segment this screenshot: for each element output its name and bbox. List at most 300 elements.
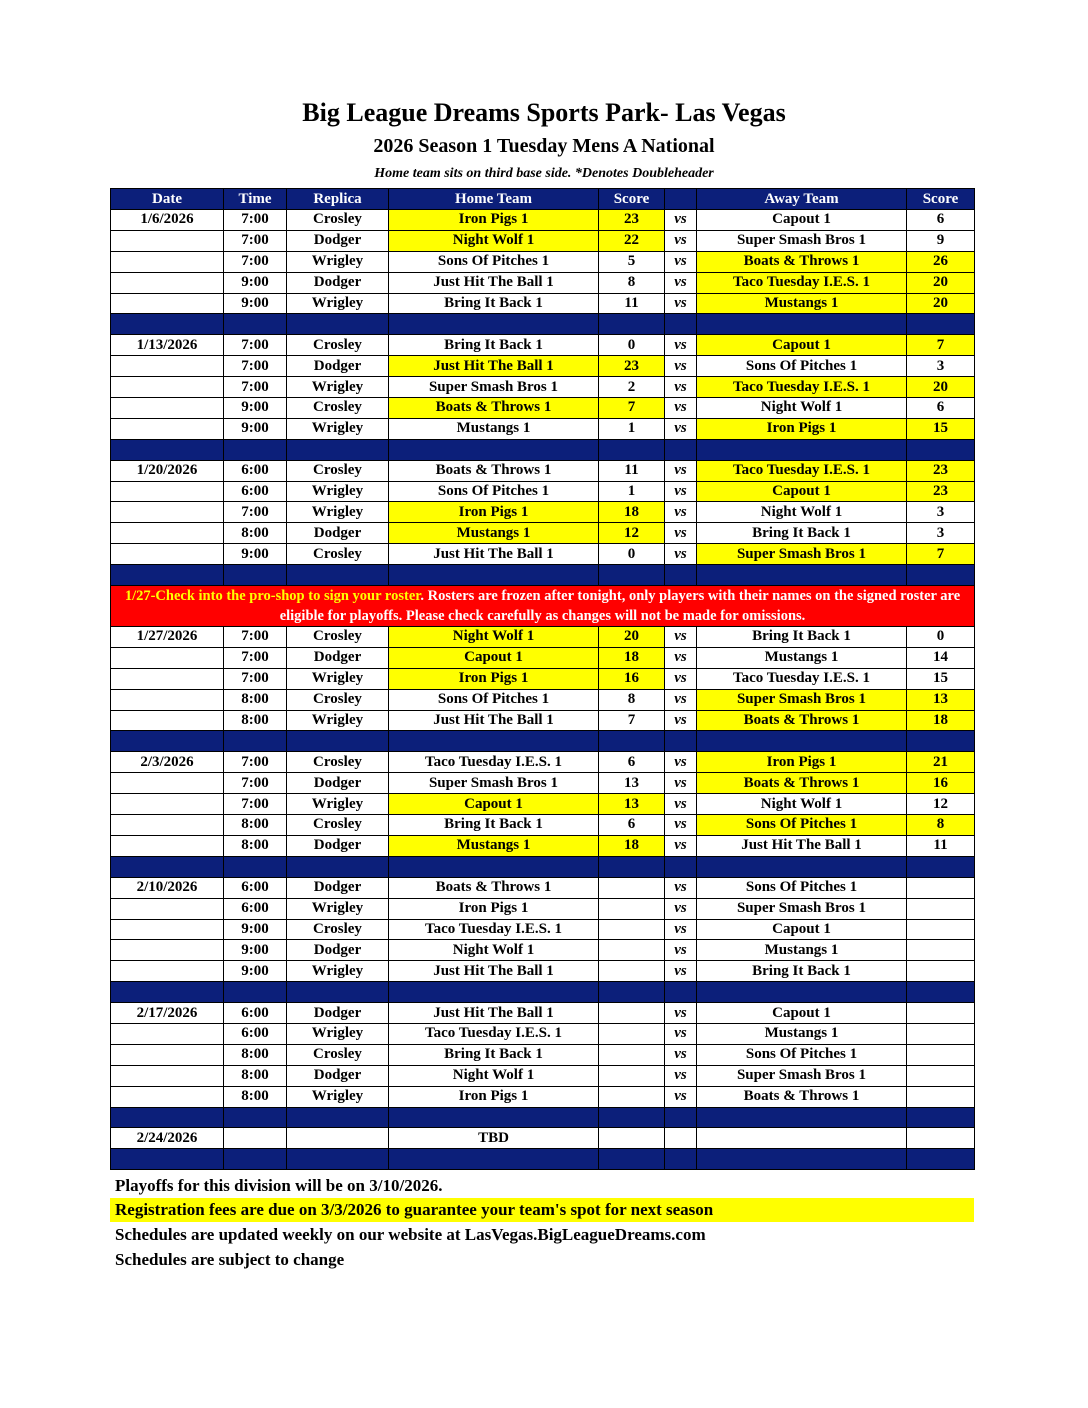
vs-label: vs — [665, 940, 697, 961]
home-score: 22 — [599, 230, 665, 251]
home-score — [599, 1128, 665, 1149]
table-row — [111, 356, 975, 377]
home-team: Bring It Back 1 — [389, 815, 599, 836]
separator-cell — [907, 1149, 975, 1170]
game-date — [111, 481, 224, 502]
week-separator — [111, 565, 975, 586]
game-time: 8:00 — [224, 1044, 287, 1065]
vs-label: vs — [665, 398, 697, 419]
game-field: Wrigley — [287, 668, 389, 689]
game-time: 7:00 — [224, 251, 287, 272]
week-separator — [111, 439, 975, 460]
separator-cell — [224, 1149, 287, 1170]
vs-label: vs — [665, 877, 697, 898]
home-score: 16 — [599, 668, 665, 689]
home-team: Iron Pigs 1 — [389, 502, 599, 523]
game-time: 9:00 — [224, 940, 287, 961]
vs-label: vs — [665, 460, 697, 481]
away-score: 23 — [907, 460, 975, 481]
separator-cell — [389, 982, 599, 1003]
vs-label: vs — [665, 1044, 697, 1065]
separator-cell — [697, 1149, 907, 1170]
separator-cell — [907, 1107, 975, 1128]
away-team: Bring It Back 1 — [697, 961, 907, 982]
game-date — [111, 898, 224, 919]
game-field: Crosley — [287, 1044, 389, 1065]
vs-label: vs — [665, 418, 697, 439]
away-team — [697, 1128, 907, 1149]
game-date — [111, 523, 224, 544]
home-score: 23 — [599, 210, 665, 231]
vs-label: vs — [665, 293, 697, 314]
home-team: Capout 1 — [389, 794, 599, 815]
away-team: Mustangs 1 — [697, 1023, 907, 1044]
game-time: 7:00 — [224, 752, 287, 773]
home-team: Iron Pigs 1 — [389, 898, 599, 919]
away-team: Taco Tuesday I.E.S. 1 — [697, 377, 907, 398]
game-field: Dodger — [287, 523, 389, 544]
table-row — [111, 773, 975, 794]
game-date — [111, 272, 224, 293]
game-time: 7:00 — [224, 668, 287, 689]
game-field: Dodger — [287, 877, 389, 898]
vs-label: vs — [665, 335, 697, 356]
home-team: Bring It Back 1 — [389, 1044, 599, 1065]
home-score: 13 — [599, 794, 665, 815]
away-score: 7 — [907, 544, 975, 565]
away-score: 20 — [907, 377, 975, 398]
table-row — [111, 710, 975, 731]
separator-cell — [665, 314, 697, 335]
away-team: Night Wolf 1 — [697, 794, 907, 815]
away-score: 26 — [907, 251, 975, 272]
game-date: 2/17/2026 — [111, 1003, 224, 1024]
separator-cell — [665, 565, 697, 586]
separator-cell — [907, 439, 975, 460]
home-team: Mustangs 1 — [389, 418, 599, 439]
vs-label: vs — [665, 544, 697, 565]
game-field: Wrigley — [287, 481, 389, 502]
separator-cell — [599, 1107, 665, 1128]
week-separator — [111, 1149, 975, 1170]
game-field: Crosley — [287, 919, 389, 940]
home-score: 18 — [599, 835, 665, 856]
home-score: 5 — [599, 251, 665, 272]
game-time: 8:00 — [224, 689, 287, 710]
game-date — [111, 710, 224, 731]
game-field: Crosley — [287, 689, 389, 710]
table-row — [111, 898, 975, 919]
away-team: Sons Of Pitches 1 — [697, 356, 907, 377]
game-time: 7:00 — [224, 210, 287, 231]
table-row — [111, 1128, 975, 1149]
game-field: Dodger — [287, 1003, 389, 1024]
col-away-team: Away Team — [697, 189, 907, 210]
away-team: Super Smash Bros 1 — [697, 230, 907, 251]
home-score: 1 — [599, 418, 665, 439]
table-row — [111, 335, 975, 356]
separator-cell — [907, 731, 975, 752]
game-field: Dodger — [287, 230, 389, 251]
home-team: Just Hit The Ball 1 — [389, 1003, 599, 1024]
game-field: Dodger — [287, 272, 389, 293]
separator-cell — [111, 565, 224, 586]
game-field: Wrigley — [287, 961, 389, 982]
home-score: 18 — [599, 502, 665, 523]
home-team: Just Hit The Ball 1 — [389, 710, 599, 731]
separator-cell — [697, 982, 907, 1003]
home-score: 7 — [599, 710, 665, 731]
away-score: 12 — [907, 794, 975, 815]
table-row — [111, 835, 975, 856]
home-team: Taco Tuesday I.E.S. 1 — [389, 919, 599, 940]
game-time: 6:00 — [224, 1023, 287, 1044]
table-row — [111, 1003, 975, 1024]
table-row — [111, 398, 975, 419]
game-time: 9:00 — [224, 418, 287, 439]
home-team: Iron Pigs 1 — [389, 210, 599, 231]
vs-label: vs — [665, 523, 697, 544]
vs-label: vs — [665, 377, 697, 398]
game-date — [111, 961, 224, 982]
separator-cell — [907, 982, 975, 1003]
game-time: 8:00 — [224, 815, 287, 836]
home-score — [599, 1003, 665, 1024]
separator-cell — [224, 731, 287, 752]
game-date: 1/13/2026 — [111, 335, 224, 356]
away-score: 3 — [907, 356, 975, 377]
game-time: 7:00 — [224, 356, 287, 377]
away-team: Mustangs 1 — [697, 940, 907, 961]
away-score: 7 — [907, 335, 975, 356]
home-score: 23 — [599, 356, 665, 377]
separator-cell — [907, 856, 975, 877]
col-vs — [665, 189, 697, 210]
separator-cell — [599, 982, 665, 1003]
game-field: Dodger — [287, 773, 389, 794]
separator-cell — [697, 731, 907, 752]
game-date — [111, 940, 224, 961]
game-date — [111, 1023, 224, 1044]
col-home-score: Score — [599, 189, 665, 210]
home-team: Boats & Throws 1 — [389, 877, 599, 898]
game-time: 6:00 — [224, 877, 287, 898]
page-subtitle: 2026 Season 1 Tuesday Mens A National — [373, 135, 715, 157]
vs-label: vs — [665, 251, 697, 272]
away-team: Taco Tuesday I.E.S. 1 — [697, 272, 907, 293]
game-field: Crosley — [287, 398, 389, 419]
game-date — [111, 418, 224, 439]
game-date — [111, 835, 224, 856]
home-team: Iron Pigs 1 — [389, 668, 599, 689]
separator-cell — [111, 1149, 224, 1170]
game-field: Wrigley — [287, 377, 389, 398]
game-time: 7:00 — [224, 377, 287, 398]
away-team: Capout 1 — [697, 210, 907, 231]
roster-notice-highlight: 1/27-Check into the pro-shop to sign your roster — [124, 588, 421, 605]
separator-cell — [111, 314, 224, 335]
home-team: Boats & Throws 1 — [389, 460, 599, 481]
separator-cell — [287, 439, 389, 460]
vs-label: vs — [665, 794, 697, 815]
week-separator — [111, 982, 975, 1003]
vs-label: vs — [665, 835, 697, 856]
separator-cell — [389, 565, 599, 586]
away-team: Capout 1 — [697, 1003, 907, 1024]
home-team: Night Wolf 1 — [389, 1065, 599, 1086]
game-field: Dodger — [287, 356, 389, 377]
home-team: Bring It Back 1 — [389, 335, 599, 356]
game-date: 1/20/2026 — [111, 460, 224, 481]
separator-cell — [287, 856, 389, 877]
separator-cell — [389, 731, 599, 752]
away-score: 15 — [907, 418, 975, 439]
away-team: Sons Of Pitches 1 — [697, 1044, 907, 1065]
away-score — [907, 1044, 975, 1065]
home-team: Taco Tuesday I.E.S. 1 — [389, 1023, 599, 1044]
table-row — [111, 418, 975, 439]
separator-cell — [111, 439, 224, 460]
game-time: 7:00 — [224, 647, 287, 668]
away-team: Taco Tuesday I.E.S. 1 — [697, 460, 907, 481]
game-date — [111, 773, 224, 794]
game-time: 8:00 — [224, 1065, 287, 1086]
game-field: Wrigley — [287, 1086, 389, 1107]
vs-label: vs — [665, 919, 697, 940]
game-field: Wrigley — [287, 418, 389, 439]
col-date: Date — [111, 189, 224, 210]
separator-cell — [697, 314, 907, 335]
away-team: Mustangs 1 — [697, 647, 907, 668]
game-date — [111, 251, 224, 272]
away-score: 6 — [907, 398, 975, 419]
away-score: 11 — [907, 835, 975, 856]
registration-note: Registration fees are due on 3/3/2026 to guarantee your team's spot for next season — [110, 1198, 974, 1222]
game-field: Dodger — [287, 940, 389, 961]
table-row — [111, 544, 975, 565]
home-team: Sons Of Pitches 1 — [389, 251, 599, 272]
separator-cell — [224, 565, 287, 586]
home-score: 6 — [599, 815, 665, 836]
away-score: 6 — [907, 210, 975, 231]
game-field: Wrigley — [287, 898, 389, 919]
separator-cell — [287, 565, 389, 586]
separator-cell — [287, 982, 389, 1003]
away-score: 3 — [907, 502, 975, 523]
home-score — [599, 961, 665, 982]
home-team: Night Wolf 1 — [389, 230, 599, 251]
away-score: 13 — [907, 689, 975, 710]
game-date: 2/24/2026 — [111, 1128, 224, 1149]
separator-cell — [224, 982, 287, 1003]
separator-cell — [665, 1107, 697, 1128]
table-row — [111, 272, 975, 293]
home-team: TBD — [389, 1128, 599, 1149]
away-score — [907, 1003, 975, 1024]
game-date — [111, 1044, 224, 1065]
separator-cell — [599, 856, 665, 877]
table-row — [111, 815, 975, 836]
home-team: Super Smash Bros 1 — [389, 773, 599, 794]
home-score: 8 — [599, 689, 665, 710]
vs-label: vs — [665, 502, 697, 523]
game-time: 7:00 — [224, 230, 287, 251]
game-date — [111, 1065, 224, 1086]
away-score: 20 — [907, 293, 975, 314]
week-separator — [111, 856, 975, 877]
game-date — [111, 815, 224, 836]
game-time: 7:00 — [224, 794, 287, 815]
game-date — [111, 356, 224, 377]
vs-label: vs — [665, 272, 697, 293]
separator-cell — [665, 1149, 697, 1170]
game-field: Crosley — [287, 460, 389, 481]
col-time: Time — [224, 189, 287, 210]
game-time: 9:00 — [224, 272, 287, 293]
separator-cell — [907, 314, 975, 335]
game-time: 8:00 — [224, 835, 287, 856]
game-field: Wrigley — [287, 251, 389, 272]
separator-cell — [389, 314, 599, 335]
home-score: 2 — [599, 377, 665, 398]
home-score: 18 — [599, 647, 665, 668]
away-team: Super Smash Bros 1 — [697, 898, 907, 919]
home-team: Night Wolf 1 — [389, 627, 599, 648]
game-field: Wrigley — [287, 710, 389, 731]
game-date — [111, 668, 224, 689]
game-date — [111, 502, 224, 523]
roster-notice — [111, 586, 975, 627]
separator-cell — [697, 1107, 907, 1128]
game-time: 6:00 — [224, 481, 287, 502]
vs-label: vs — [665, 356, 697, 377]
table-row — [111, 940, 975, 961]
separator-cell — [599, 439, 665, 460]
separator-cell — [697, 856, 907, 877]
away-score: 8 — [907, 815, 975, 836]
game-field: Crosley — [287, 627, 389, 648]
home-score: 0 — [599, 544, 665, 565]
separator-cell — [111, 1107, 224, 1128]
away-score: 15 — [907, 668, 975, 689]
separator-cell — [665, 731, 697, 752]
separator-cell — [599, 1149, 665, 1170]
home-score: 0 — [599, 335, 665, 356]
game-field: Crosley — [287, 335, 389, 356]
table-row — [111, 961, 975, 982]
home-score — [599, 940, 665, 961]
home-team: Boats & Throws 1 — [389, 398, 599, 419]
home-score — [599, 1065, 665, 1086]
game-date — [111, 647, 224, 668]
separator-cell — [697, 565, 907, 586]
away-score: 3 — [907, 523, 975, 544]
game-time: 6:00 — [224, 898, 287, 919]
game-time: 7:00 — [224, 627, 287, 648]
away-score — [907, 877, 975, 898]
home-team: Just Hit The Ball 1 — [389, 356, 599, 377]
table-row — [111, 1086, 975, 1107]
home-score: 13 — [599, 773, 665, 794]
separator-cell — [111, 982, 224, 1003]
vs-label: vs — [665, 689, 697, 710]
away-score: 23 — [907, 481, 975, 502]
game-field: Crosley — [287, 210, 389, 231]
away-score — [907, 1128, 975, 1149]
header-row — [111, 189, 975, 210]
home-team-note: Home team sits on third base side. *Denotes Doubleheader — [374, 166, 714, 181]
away-team: Capout 1 — [697, 481, 907, 502]
vs-label: vs — [665, 481, 697, 502]
game-date: 1/27/2026 — [111, 627, 224, 648]
game-time: 7:00 — [224, 502, 287, 523]
table-row — [111, 251, 975, 272]
playoffs-note: Playoffs for this division will be on 3/10/2026. — [115, 1176, 443, 1195]
separator-cell — [389, 856, 599, 877]
home-score — [599, 1086, 665, 1107]
game-date — [111, 1086, 224, 1107]
separator-cell — [389, 439, 599, 460]
home-score — [599, 898, 665, 919]
away-score: 21 — [907, 752, 975, 773]
away-score — [907, 898, 975, 919]
away-team: Capout 1 — [697, 919, 907, 940]
vs-label: vs — [665, 230, 697, 251]
away-team: Super Smash Bros 1 — [697, 544, 907, 565]
separator-cell — [287, 1107, 389, 1128]
table-row — [111, 502, 975, 523]
vs-label: vs — [665, 1023, 697, 1044]
game-date — [111, 230, 224, 251]
table-row — [111, 523, 975, 544]
away-team: Boats & Throws 1 — [697, 773, 907, 794]
col-away-score: Score — [907, 189, 975, 210]
away-score — [907, 1023, 975, 1044]
week-separator — [111, 731, 975, 752]
away-team: Mustangs 1 — [697, 293, 907, 314]
home-score: 8 — [599, 272, 665, 293]
week-separator — [111, 1107, 975, 1128]
roster-notice-row — [111, 586, 975, 627]
away-score — [907, 1065, 975, 1086]
home-team: Just Hit The Ball 1 — [389, 544, 599, 565]
website-note: Schedules are updated weekly on our website at LasVegas.BigLeagueDreams.com — [115, 1225, 706, 1244]
separator-cell — [224, 1107, 287, 1128]
game-time: 6:00 — [224, 1003, 287, 1024]
vs-label: vs — [665, 710, 697, 731]
home-team: Capout 1 — [389, 647, 599, 668]
home-team: Taco Tuesday I.E.S. 1 — [389, 752, 599, 773]
vs-label: vs — [665, 1003, 697, 1024]
away-team: Sons Of Pitches 1 — [697, 877, 907, 898]
home-score: 20 — [599, 627, 665, 648]
home-team: Bring It Back 1 — [389, 293, 599, 314]
away-team: Bring It Back 1 — [697, 627, 907, 648]
vs-label: vs — [665, 1065, 697, 1086]
away-score: 9 — [907, 230, 975, 251]
separator-cell — [599, 565, 665, 586]
schedule-table — [110, 188, 975, 1170]
home-team: Just Hit The Ball 1 — [389, 272, 599, 293]
home-team: Mustangs 1 — [389, 835, 599, 856]
game-date — [111, 689, 224, 710]
away-score — [907, 1086, 975, 1107]
home-score — [599, 1023, 665, 1044]
away-team: Capout 1 — [697, 335, 907, 356]
table-row — [111, 293, 975, 314]
separator-cell — [389, 1107, 599, 1128]
game-field: Wrigley — [287, 293, 389, 314]
